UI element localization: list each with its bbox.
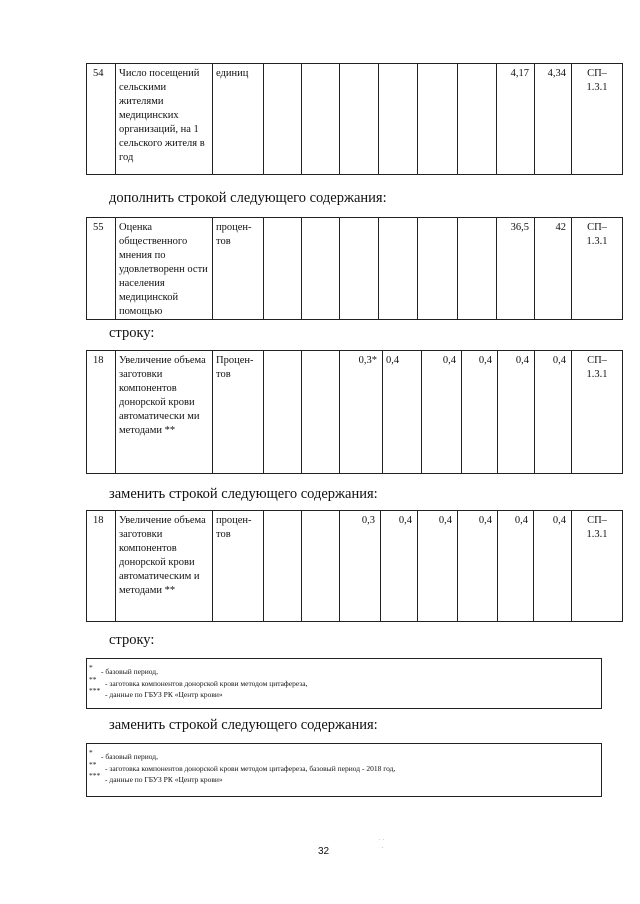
value-cell: 0,4 bbox=[383, 351, 422, 474]
footnotes-new bbox=[86, 743, 602, 797]
footnote bbox=[87, 687, 601, 699]
value-cell bbox=[458, 218, 497, 320]
indicator-name: Оценка общественного мнения по удовлетворенн ости населения медицинской помощью bbox=[116, 218, 213, 320]
footnote bbox=[87, 676, 601, 688]
value-cell bbox=[302, 511, 340, 622]
value-cell bbox=[302, 64, 340, 175]
value-cell: 0,4 bbox=[381, 511, 418, 622]
indicator-table-row-18-old bbox=[86, 350, 623, 474]
value-cell: 0,4 bbox=[498, 351, 535, 474]
value-cell: 42 bbox=[535, 218, 572, 320]
value-cell bbox=[458, 64, 497, 175]
code-cell: СП– 1.3.1 bbox=[572, 351, 623, 474]
unit-cell: процен- тов bbox=[213, 511, 264, 622]
value-cell bbox=[264, 64, 302, 175]
unit-cell: процен- тов bbox=[213, 218, 264, 320]
value-cell: 0,3 bbox=[340, 511, 381, 622]
footnote-text: - данные по ГБУЗ РК «Центр крови» bbox=[105, 775, 223, 784]
value-cell: 0,4 bbox=[498, 511, 534, 622]
replace-row-phrase: заменить строкой следующего содержания: bbox=[109, 486, 378, 502]
indicator-table-row-55 bbox=[86, 217, 623, 320]
footnote bbox=[87, 761, 601, 773]
table-row bbox=[87, 218, 623, 320]
footnote-mark: ** bbox=[89, 674, 97, 684]
footnote-mark: * bbox=[89, 663, 93, 672]
value-cell bbox=[302, 351, 340, 474]
value-cell: 0,4 bbox=[535, 351, 572, 474]
footnote-text: - заготовка компонентов донорской крови методом цитафереза, bbox=[105, 678, 308, 688]
footnote-mark: *** bbox=[89, 686, 101, 695]
value-cell: 4,17 bbox=[497, 64, 535, 175]
value-cell: 4,34 bbox=[535, 64, 572, 175]
value-cell: 36,5 bbox=[497, 218, 535, 320]
value-cell: 0,4 bbox=[462, 351, 498, 474]
footnote bbox=[87, 664, 601, 676]
scan-specks: · · · bbox=[378, 836, 385, 852]
add-row-phrase: дополнить строкой следующего содержания: bbox=[109, 190, 387, 206]
footnote-text: - базовый период, bbox=[101, 667, 158, 676]
value-cell bbox=[302, 218, 340, 320]
value-cell bbox=[379, 64, 418, 175]
value-cell bbox=[340, 64, 379, 175]
table-row bbox=[87, 511, 623, 622]
indicator-name: Увеличение объема заготовки компонентов донорской крови автоматическим и методами ** bbox=[116, 511, 213, 622]
value-cell: 0,4 bbox=[418, 511, 458, 622]
footnote-mark: *** bbox=[89, 771, 101, 780]
footnote-text: - заготовка компонентов донорской крови методом цитафереза, базовый период - 2018 год, bbox=[105, 763, 396, 773]
row-number: 54 bbox=[87, 64, 116, 175]
row-number: 55 bbox=[87, 218, 116, 320]
value-cell: 0,4 bbox=[458, 511, 498, 622]
row-phrase: строку: bbox=[109, 325, 155, 341]
value-cell: 0,3* bbox=[340, 351, 383, 474]
code-cell: СП– 1.3.1 bbox=[572, 218, 623, 320]
footnote-text: - данные по ГБУЗ РК «Центр крови» bbox=[105, 690, 223, 699]
value-cell bbox=[418, 64, 458, 175]
value-cell bbox=[264, 511, 302, 622]
unit-cell: Процен- тов bbox=[213, 351, 264, 474]
footnote bbox=[87, 749, 601, 761]
indicator-name: Число посещений сельскими жителями медицинских организаций, на 1 сельского жителя в год bbox=[116, 64, 213, 175]
code-cell: СП– 1.3.1 bbox=[572, 511, 623, 622]
value-cell: 0,4 bbox=[422, 351, 462, 474]
value-cell: 0,4 bbox=[534, 511, 572, 622]
page-number: 32 bbox=[318, 846, 330, 857]
footnote-mark: ** bbox=[89, 759, 97, 769]
value-cell bbox=[379, 218, 418, 320]
indicator-table-row-54 bbox=[86, 63, 623, 175]
indicator-table-row-18-new bbox=[86, 510, 623, 622]
row-number: 18 bbox=[87, 511, 116, 622]
value-cell bbox=[340, 218, 379, 320]
footnote bbox=[87, 772, 601, 784]
row-phrase-2: строку: bbox=[109, 632, 155, 648]
table-row bbox=[87, 64, 623, 175]
code-cell: СП– 1.3.1 bbox=[572, 64, 623, 175]
value-cell bbox=[264, 218, 302, 320]
footnote-mark: * bbox=[89, 748, 93, 757]
unit-cell: единиц bbox=[213, 64, 264, 175]
replace-row-phrase-2: заменить строкой следующего содержания: bbox=[109, 717, 378, 733]
indicator-name: Увеличение объема заготовки компонентов донорской крови автоматически ми методами ** bbox=[116, 351, 213, 474]
table-row bbox=[87, 351, 623, 474]
row-number: 18 bbox=[87, 351, 116, 474]
footnote-text: - базовый период, bbox=[101, 752, 158, 761]
footnotes-old bbox=[86, 658, 602, 709]
value-cell bbox=[418, 218, 458, 320]
value-cell bbox=[264, 351, 302, 474]
